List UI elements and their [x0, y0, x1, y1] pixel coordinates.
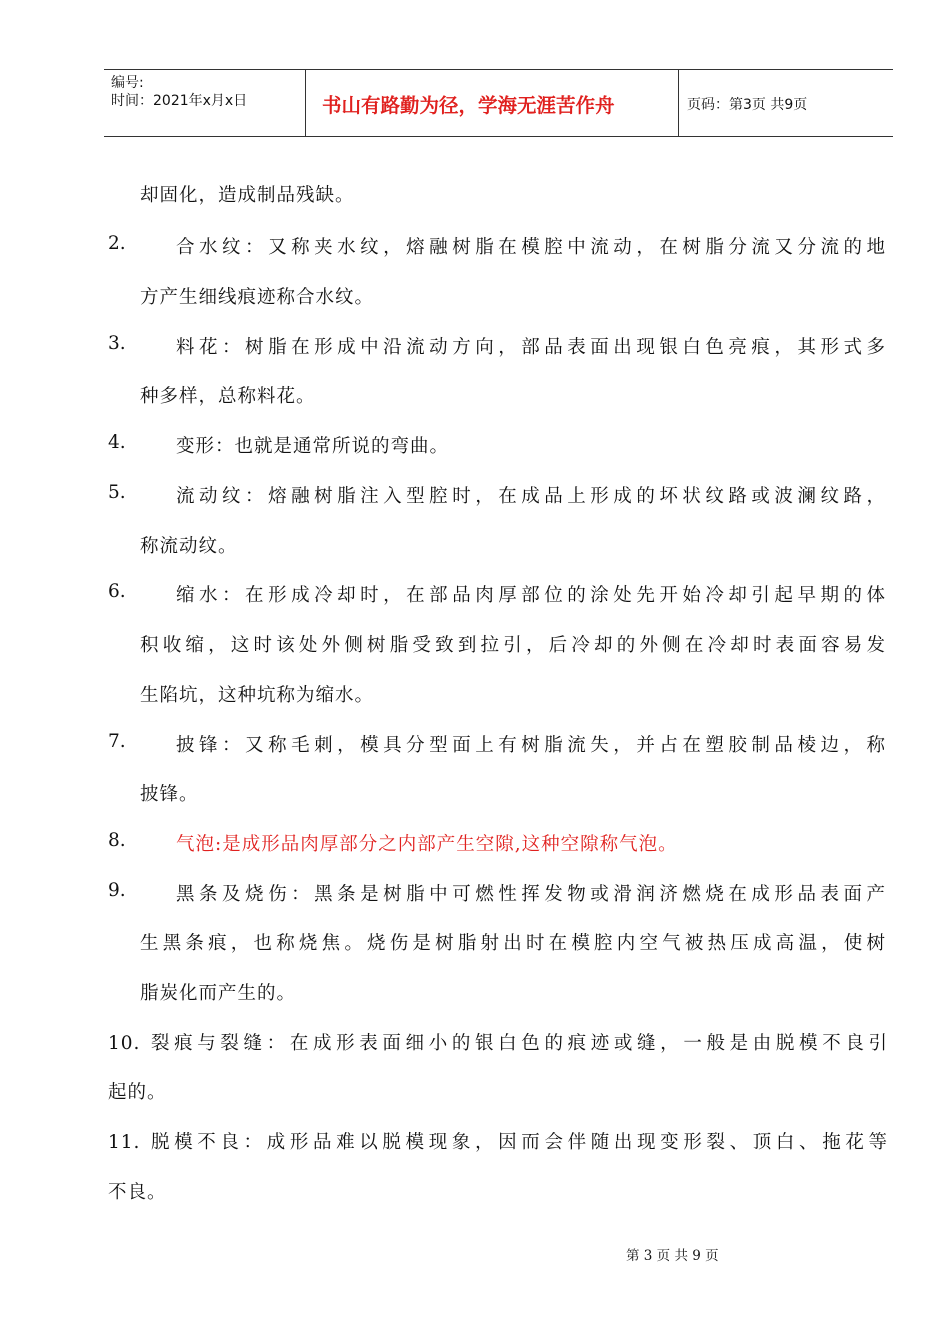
header-bottom-rule — [104, 136, 893, 137]
item-line: 积收缩，这时该处外侧树脂受致到拉引，后冷却的外侧在冷却时表面容易发 — [140, 635, 886, 656]
header-separator-right — [678, 70, 679, 136]
item-line: 起的。 — [108, 1082, 167, 1103]
item-line: 生陷坑，这种坑称为缩水。 — [140, 685, 375, 706]
item-number: 8. — [108, 830, 126, 851]
item-line: 料花：树脂在形成中沿流动方向，部品表面出现银白色亮痕，其形式多 — [176, 337, 886, 358]
item-number: 2. — [108, 233, 126, 254]
item-number: 9. — [108, 880, 126, 901]
item-number: 6. — [108, 581, 126, 602]
item-line: 11. 脱模不良：成形品难以脱模现象，因而会伴随出现变形裂、顶白、拖花等 — [108, 1132, 888, 1153]
header-top-rule — [104, 69, 893, 70]
item-number: 7. — [108, 731, 126, 752]
page-footer: 第 3 页 共 9 页 — [626, 1248, 719, 1264]
item-line: 生黑条痕，也称烧焦。烧伤是树脂射出时在模腔内空气被热压成高温，使树 — [140, 933, 886, 954]
date-label: 时间：2021年x月x日 — [111, 93, 248, 109]
item-number: 3. — [108, 333, 126, 354]
item-line: 披锋。 — [140, 784, 199, 805]
item-line: 方产生细线痕迹称合水纹。 — [140, 287, 375, 308]
item-number: 4. — [108, 432, 126, 453]
item-line: 缩水：在形成冷却时，在部品肉厚部位的涂处先开始冷却引起早期的体 — [176, 585, 886, 606]
item-line: 黑条及烧伤：黑条是树脂中可燃性挥发物或滑润济燃烧在成形品表面产 — [176, 884, 886, 905]
item-line: 变形：也就是通常所说的弯曲。 — [176, 436, 450, 457]
item-line: 披锋：又称毛刺，模具分型面上有树脂流失，并占在塑胶制品棱边，称 — [176, 735, 886, 756]
item-line: 流动纹：熔融树脂注入型腔时，在成品上形成的坏状纹路或波澜纹路， — [176, 486, 886, 507]
item-line: 合水纹：又称夹水纹，熔融树脂在模腔中流动，在树脂分流又分流的地 — [176, 237, 886, 258]
item-number: 5. — [108, 482, 126, 503]
continuation-line: 却固化，造成制品残缺。 — [140, 185, 355, 206]
item-line-highlight: 气泡:是成形品肉厚部分之内部产生空隙,这种空隙称气泡。 — [176, 834, 678, 855]
serial-label: 编号: — [111, 75, 144, 91]
item-line: 称流动纹。 — [140, 536, 238, 557]
item-line: 10. 裂痕与裂缝：在成形表面细小的银白色的痕迹或缝，一般是由脱模不良引 — [108, 1033, 888, 1054]
item-line: 种多样，总称料花。 — [140, 386, 316, 407]
item-line: 脂炭化而产生的。 — [140, 983, 297, 1004]
motto-title: 书山有路勤为径，学海无涯苦作舟 — [322, 94, 615, 117]
header-separator-left — [305, 70, 306, 136]
item-line: 不良。 — [108, 1182, 167, 1203]
page-info: 页码：第3页 共9页 — [687, 97, 808, 113]
